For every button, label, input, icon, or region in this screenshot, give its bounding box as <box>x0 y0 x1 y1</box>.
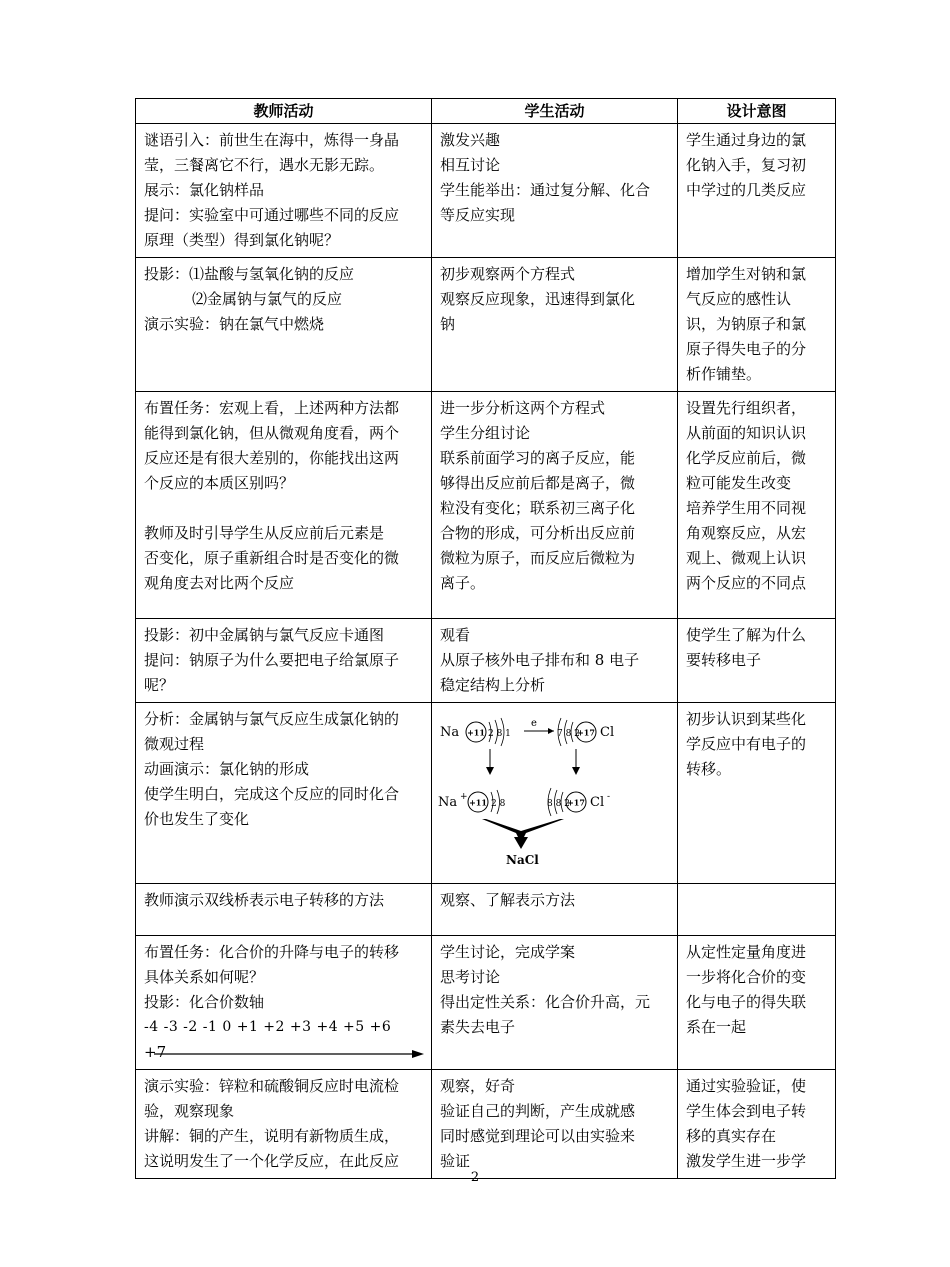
text-line: 移的真实存在 <box>686 1127 777 1145</box>
text-line: 粒没有变化；联系初三离子化 <box>440 499 636 517</box>
text-line: 等反应实现 <box>440 206 516 224</box>
table-row <box>136 619 836 703</box>
text-line: 激发学生进一步学 <box>686 1152 807 1170</box>
text-line: 角观察反应，从宏 <box>686 524 807 542</box>
text-line: 具体关系如何呢？ <box>144 968 265 986</box>
text-line: 观角度去对比两个反应 <box>144 574 295 592</box>
table-row <box>136 124 836 258</box>
intent-cell <box>678 884 836 936</box>
text-line: 投影：⑴盐酸与氢氧化钠的反应 <box>144 265 355 283</box>
text-line: 得出定性关系：化合价升高，元 <box>440 993 651 1011</box>
text-line: 增加学生对钠和氯 <box>686 265 807 283</box>
student-cell <box>432 884 678 936</box>
text-line: 验证自己的判断，产生成就感 <box>440 1102 636 1120</box>
text-line: 从前面的知识认识 <box>686 424 807 442</box>
text-line: 验，观察现象 <box>144 1102 235 1120</box>
text-line: 原理（类型）得到氯化钠呢？ <box>144 231 340 249</box>
intent-cell <box>678 619 836 703</box>
text-line: 离子。 <box>440 574 486 592</box>
cl-ion-label: Cl <box>590 795 605 810</box>
text-line: 反应还是有很大差别的，你能找出这两 <box>144 449 400 467</box>
text-line: 进一步分析这两个方程式 <box>440 399 606 417</box>
text-line: 谜语引入：前世生在海中，炼得一身晶 <box>144 131 400 149</box>
electron-arrow-head <box>548 728 554 734</box>
text-line: 学生能举出：通过复分解、化合 <box>440 181 651 199</box>
na-ion-label: Na <box>438 795 458 810</box>
text-line: 投影：初中金属钠与氯气反应卡通图 <box>144 626 385 644</box>
cl-label: Cl <box>600 725 615 740</box>
text-line: 呢？ <box>144 676 175 694</box>
teacher-cell <box>136 1070 432 1179</box>
text-line: 从原子核外电子排布和 8 电子 <box>440 651 640 669</box>
teacher-cell <box>136 884 432 936</box>
text-line: 价也发生了变化 <box>144 810 250 828</box>
cl-ion-nucleus-charge: +17 <box>567 797 585 808</box>
text-line: 提问：实验室中可通过哪些不同的反应 <box>144 206 400 224</box>
text-line: 析作铺垫。 <box>686 365 762 383</box>
teacher-cell <box>136 703 432 884</box>
text-line: 这说明发生了一个化学反应，在此反应 <box>144 1152 400 1170</box>
text-line: 观察反应现象，迅速得到氯化 <box>440 290 636 308</box>
teacher-cell <box>136 258 432 392</box>
cl-nucleus-charge: +17 <box>577 727 595 738</box>
student-cell <box>432 619 678 703</box>
text-line: 学生分组讨论 <box>440 424 531 442</box>
text-line: 使学生了解为什么 <box>686 626 807 644</box>
text-line: 莹，三餐离它不行，遇水无影无踪。 <box>144 156 385 174</box>
text-line: 识，为钠原子和氯 <box>686 315 807 333</box>
text-line: 培养学生用不同视 <box>686 499 807 517</box>
teacher-cell <box>136 392 432 619</box>
text-line: 微观过程 <box>144 735 205 753</box>
text-line: 学生通过身边的氯 <box>686 131 807 149</box>
text-line: 讲解：铜的产生，说明有新物质生成， <box>144 1127 400 1145</box>
text-line: 思考讨论 <box>440 968 501 986</box>
student-cell <box>432 1070 678 1179</box>
text-line: 展示：氯化钠样品 <box>144 181 265 199</box>
text-line: 要转移电子 <box>686 651 762 669</box>
text-line: 两个反应的不同点 <box>686 574 807 592</box>
text-line: 学生讨论，完成学案 <box>440 943 576 961</box>
text-line: 观察、了解表示方法 <box>440 891 576 909</box>
nacl-formation-diagram <box>436 709 672 869</box>
table-row <box>136 703 836 884</box>
text-line: 中学过的几类反应 <box>686 181 807 199</box>
text-line: 气反应的感性认 <box>686 290 792 308</box>
header-teacher-activity: 教师活动 <box>136 99 432 124</box>
lesson-plan-table <box>135 98 836 1179</box>
na-ion-nucleus-charge: +11 <box>469 797 487 808</box>
cl-ion-charge: - <box>607 792 611 802</box>
student-cell <box>432 124 678 258</box>
na-ion-charge: + <box>460 792 468 802</box>
student-cell <box>432 258 678 392</box>
text-line: 化与电子的得失联 <box>686 993 807 1011</box>
text-line: 演示实验：钠在氯气中燃烧 <box>144 315 325 333</box>
text-line: 通过实验验证，使 <box>686 1077 807 1095</box>
cl-down-arrow-head <box>572 767 580 775</box>
na-ion-shell-numbers: 2 8 <box>491 799 506 809</box>
valence-axis-numbers: -4 -3 -2 -1 0 +1 +2 +3 +4 +5 +6 <box>144 1019 392 1035</box>
text-line: 同时感觉到理论可以由实验来 <box>440 1127 636 1145</box>
student-cell <box>432 703 678 884</box>
text-line: 观察，好奇 <box>440 1077 516 1095</box>
text-line: 钠 <box>440 315 456 333</box>
text-line: 演示实验：锌粒和硫酸铜反应时电流检 <box>144 1077 400 1095</box>
text-line: 初步观察两个方程式 <box>440 265 576 283</box>
nacl-label: NaCl <box>506 853 539 867</box>
text-line: 观看 <box>440 626 471 644</box>
text-line: 相互讨论 <box>440 156 501 174</box>
text-line: 验证 <box>440 1152 471 1170</box>
text-line: 学生体会到电子转 <box>686 1102 807 1120</box>
text-line: 布置任务：化合价的升降与电子的转移 <box>144 943 400 961</box>
electron-label: e <box>531 718 537 729</box>
student-cell <box>432 392 678 619</box>
text-line: 动画演示：氯化钠的形成 <box>144 760 310 778</box>
teacher-cell <box>136 124 432 258</box>
text-line: 转移。 <box>686 760 732 778</box>
na-down-arrow-head <box>486 767 494 775</box>
text-line: 原子得失电子的分 <box>686 340 807 358</box>
intent-cell <box>678 936 836 1070</box>
text-line: 化钠入手，复习初 <box>686 156 807 174</box>
na-nucleus-charge: +11 <box>467 727 485 738</box>
text-line: 设置先行组织者， <box>686 399 807 417</box>
text-line: 粒可能发生改变 <box>686 474 792 492</box>
intent-cell <box>678 1070 836 1179</box>
text-line: 稳定结构上分析 <box>440 676 546 694</box>
text-line: ⑵金属钠与氯气的反应 <box>192 290 343 308</box>
text-line: 素失去电子 <box>440 1018 516 1036</box>
table-row <box>136 936 836 1070</box>
text-line: 化学反应前后，微 <box>686 449 807 467</box>
valence-axis <box>144 1040 425 1065</box>
text-line: 初步认识到某些化 <box>686 710 807 728</box>
na-shell-numbers: 2 8 1 <box>488 729 511 739</box>
text-line: 个反应的本质区别吗？ <box>144 474 295 492</box>
student-cell <box>432 936 678 1070</box>
teacher-cell <box>136 936 432 1070</box>
cl-shell-numbers: 7 8 2 <box>557 729 580 739</box>
text-line: 激发兴趣 <box>440 131 501 149</box>
table-row <box>136 884 836 936</box>
text-line: 投影：化合价数轴 <box>144 993 265 1011</box>
intent-cell <box>678 392 836 619</box>
text-line: 学反应中有电子的 <box>686 735 807 753</box>
text-line: 微粒为原子，而反应后微粒为 <box>440 549 636 567</box>
table-row <box>136 258 836 392</box>
text-line: 布置任务：宏观上看，上述两种方法都 <box>144 399 400 417</box>
valence-axis-arrow <box>144 1050 424 1058</box>
header-student-activity: 学生活动 <box>432 99 678 124</box>
table-header-row <box>136 99 836 124</box>
text-line: 够得出反应前后都是离子，微 <box>440 474 636 492</box>
text-line: 一步将化合价的变 <box>686 968 807 986</box>
valence-axis-last-number: +7 <box>144 1043 167 1061</box>
intent-cell <box>678 124 836 258</box>
text-line: 合物的形成，可分析出反应前 <box>440 524 636 542</box>
text-line: 观上、微观上认识 <box>686 549 807 567</box>
na-label: Na <box>440 725 460 740</box>
text-line: 能得到氯化钠，但从微观角度看，两个 <box>144 424 400 442</box>
text-line: 系在一起 <box>686 1018 747 1036</box>
header-design-intent: 设计意图 <box>678 99 836 124</box>
text-line: 从定性定量角度进 <box>686 943 807 961</box>
text-line: 分析：金属钠与氯气反应生成氯化钠的 <box>144 710 400 728</box>
text-line: 提问：钠原子为什么要把电子给氯原子 <box>144 651 400 669</box>
cl-ion-shell-numbers: 8 8 2 <box>547 799 570 809</box>
teacher-cell <box>136 619 432 703</box>
text-line: 使学生明白，完成这个反应的同时化合 <box>144 785 400 803</box>
blank-line <box>144 496 425 521</box>
intent-cell <box>678 703 836 884</box>
text-line: 联系前面学习的离子反应，能 <box>440 449 636 467</box>
text-line: 教师及时引导学生从反应前后元素是 <box>144 524 385 542</box>
table-row <box>136 392 836 619</box>
page-number: 2 <box>470 1170 480 1185</box>
text-line: 否变化，原子重新组合时是否变化的微 <box>144 549 400 567</box>
merge-arrow-head <box>514 837 528 849</box>
table-row <box>136 1070 836 1179</box>
intent-cell <box>678 258 836 392</box>
text-line: 教师演示双线桥表示电子转移的方法 <box>144 891 385 909</box>
